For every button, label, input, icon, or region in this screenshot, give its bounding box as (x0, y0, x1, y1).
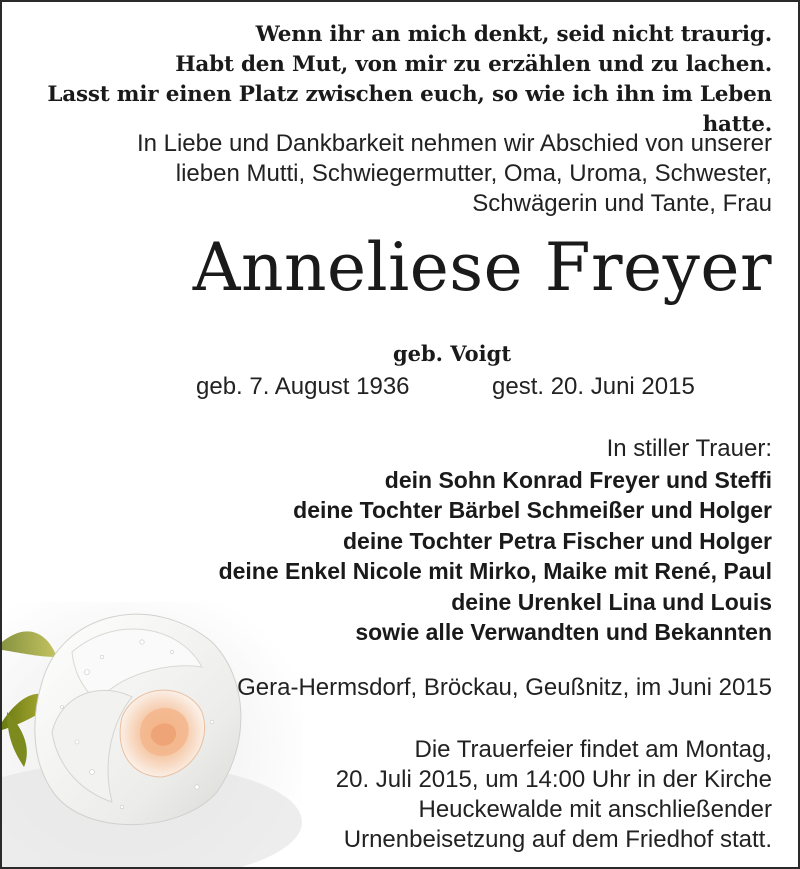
memorial-poem (2, 20, 772, 140)
poem-line: Lasst mir einen Platz zwischen euch, so wie ich ihn im Leben hatte. (47, 82, 772, 137)
birth-date: geb. 7. August 1936 (196, 373, 410, 400)
mourner-line: deine Tochter Bärbel Schmeißer und Holger (293, 497, 772, 523)
death-date: gest. 20. Juni 2015 (492, 373, 695, 400)
deceased-name: Anneliese Freyer (192, 229, 772, 306)
funeral-details (336, 735, 772, 855)
intro-line: Schwägerin und Tante, Frau (472, 190, 772, 217)
mourners-lead: In stiller Trauer: (606, 435, 772, 462)
funeral-line: 20. Juli 2015, um 14:00 Uhr in der Kirche (335, 766, 772, 793)
farewell-intro (137, 129, 772, 219)
poem-line: Wenn ihr an mich denkt, seid nicht traurig. (255, 22, 772, 47)
funeral-line: Die Trauerfeier findet am Montag, (414, 736, 772, 763)
poem-line: Habt den Mut, von mir zu erzählen und zu lachen. (175, 52, 772, 77)
mourner-line: deine Tochter Petra Fischer und Holger (343, 527, 772, 554)
mourners-list (219, 434, 772, 648)
funeral-line: Urnenbeisetzung auf dem Friedhof statt. (343, 826, 772, 853)
mourner-line: deine Enkel Nicole mit Mirko, Maike mit René, Paul (218, 558, 772, 584)
mourner-line: deine Urenkel Lina und Louis (451, 588, 772, 615)
funeral-line: Heuckewalde mit anschließender (418, 796, 772, 823)
mourner-line: sowie alle Verwandten und Bekannten (355, 619, 772, 645)
birth-name: geb. Voigt (392, 341, 512, 366)
place-and-date: Gera-Hermsdorf, Bröckau, Geußnitz, im Juni 2015 (237, 674, 772, 701)
intro-line: lieben Mutti, Schwiegermutter, Oma, Uroma, Schwester, (175, 160, 772, 187)
mourner-line: dein Sohn Konrad Freyer und Steffi (384, 466, 772, 493)
intro-line: In Liebe und Dankbarkeit nehmen wir Abschied von unserer (136, 130, 772, 157)
